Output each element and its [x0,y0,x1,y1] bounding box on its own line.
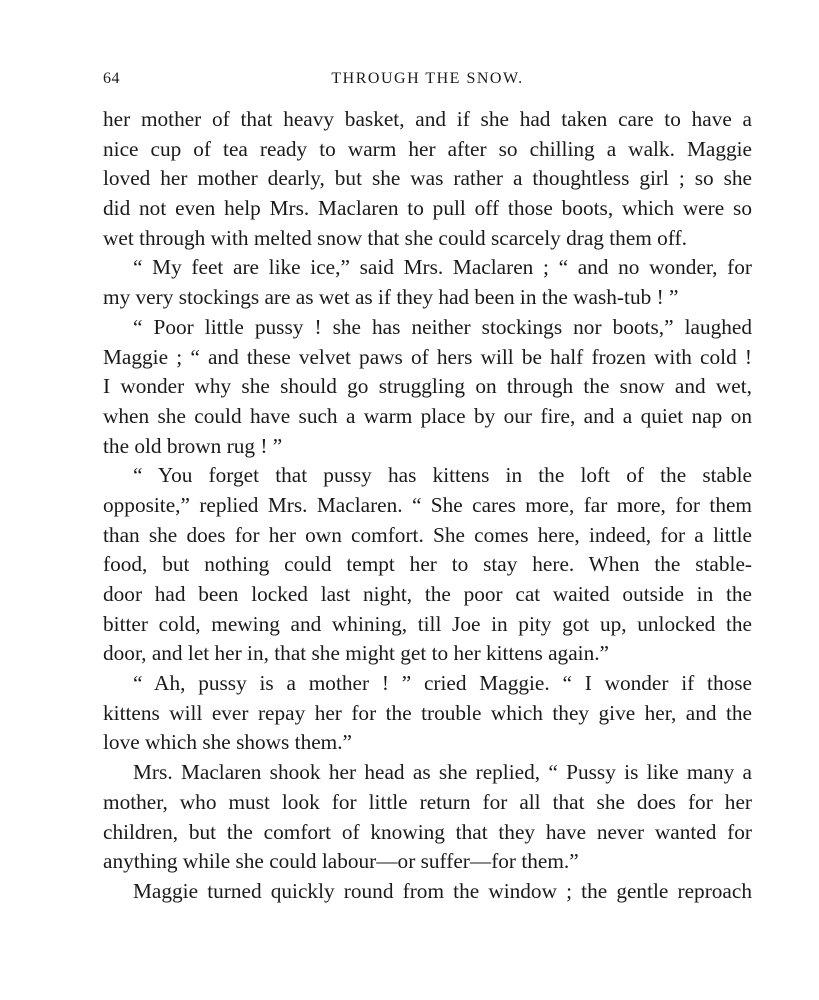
text-line: her mother of that heavy basket, and if she had taken care to have a [103,107,752,131]
text-line: food, but nothing could tempt her to stay here. When the stable- [103,552,752,577]
text-line: when she could have such a warm place by our fire, and a quiet nap on [103,403,752,428]
text-line: I wonder why she should go struggling on through the snow and wet, [103,374,752,399]
text-line: “ Ah, pussy is a mother ! ” cried Maggie. “ I wonder if those [133,671,752,696]
text-line: Maggie turned quickly round from the window ; the gentle reproach [133,878,752,903]
body-text [103,105,752,907]
text-line: “ You forget that pussy has kittens in the loft of the stable [133,463,752,488]
text-line: my very stockings are as wet as if they had been in the wash-tub ! ” [103,285,679,310]
text-line: did not even help Mrs. Maclaren to pull off those boots, which were so [103,196,752,221]
text-line: mother, who must look for little return for all that she does for her [103,789,752,814]
text-line: than she does for her own comfort. She comes here, indeed, for a little [103,522,752,547]
text-line: Maggie ; “ and these velvet paws of hers will be half frozen with cold ! [103,344,752,369]
text-line: loved her mother dearly, but she was rather a thoughtless girl ; so she [103,166,752,191]
text-line: nice cup of tea ready to warm her after so chilling a walk. Maggie [103,136,752,161]
text-line: Mrs. Maclaren shook her head as she replied, “ Pussy is like many a [133,760,752,785]
running-head [103,70,752,92]
text-line: door had been locked last night, the poor cat waited outside in the [103,582,752,606]
text-line: bitter cold, mewing and whining, till Joe in pity got up, unlocked the [103,611,752,636]
text-line: “ My feet are like ice,” said Mrs. Maclaren ; “ and no wonder, for [133,255,752,280]
text-line: children, but the comfort of knowing that they have never wanted for [103,819,752,844]
page-number: 64 [103,70,120,87]
text-line: wet through with melted snow that she could scarcely drag them off. [103,225,687,250]
text-line: door, and let her in, that she might get to her kittens again.” [103,641,609,666]
running-title: THROUGH THE SNOW. [331,70,524,87]
text-line: opposite,” replied Mrs. Maclaren. “ She cares more, far more, for them [103,492,752,517]
text-line: the old brown rug ! ” [103,433,283,458]
text-line: kittens will ever repay her for the trouble which they give her, and the [103,700,752,725]
text-line: love which she shows them.” [103,730,353,755]
text-line: anything while she could labour—or suffer—for them.” [103,849,579,874]
text-line: “ Poor little pussy ! she has neither stockings nor boots,” laughed [133,314,752,339]
